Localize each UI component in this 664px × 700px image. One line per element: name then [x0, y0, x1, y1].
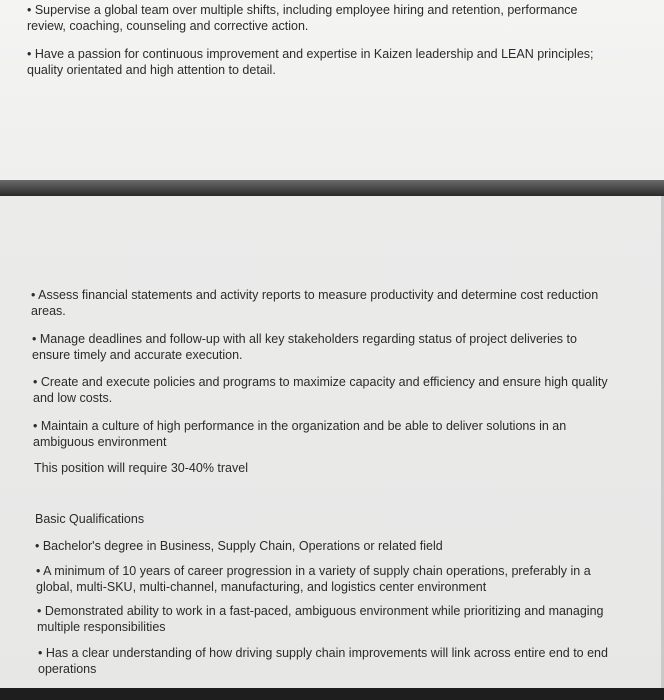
bottom-dark-edge [0, 688, 664, 700]
qualification-experience: • A minimum of 10 years of career progression in a variety of supply chain operations, preferably in a global, multi-SKU, multi-channel, manufacturing, and logistics center environment [36, 564, 591, 594]
page-separator [0, 180, 664, 196]
bullet-continuous-improvement: • Have a passion for continuous improvement and expertise in Kaizen leadership and LEAN principles; quality orientated and high attention to detail. [27, 47, 594, 77]
qualification-fast-paced: • Demonstrated ability to work in a fast-paced, ambiguous environment while prioritizing and managing multiple responsibilities [37, 604, 604, 634]
travel-note: This position will require 30-40% travel [34, 461, 248, 475]
bullet-culture-performance: • Maintain a culture of high performance in the organization and be able to deliver solutions in an ambiguous environment [33, 419, 567, 449]
bullet-supervise-team: • Supervise a global team over multiple shifts, including employee hiring and retention, performance review, coaching, counseling and corrective action. [27, 3, 578, 33]
qualification-degree: • Bachelor's degree in Business, Supply Chain, Operations or related field [35, 539, 443, 553]
bullet-assess-financials: • Assess financial statements and activity reports to measure productivity and determine cost reduction areas. [31, 288, 599, 318]
qualification-supply-chain: • Has a clear understanding of how driving supply chain improvements will link across entire end to end operations [38, 646, 608, 676]
bullet-policies-programs: • Create and execute policies and programs to maximize capacity and efficiency and ensure high quality and low costs. [33, 375, 608, 405]
bullet-manage-deadlines: • Manage deadlines and follow-up with all key stakeholders regarding status of project deliveries to ensure timely and accurate execution. [32, 332, 577, 362]
qualifications-heading: Basic Qualifications [35, 512, 145, 526]
